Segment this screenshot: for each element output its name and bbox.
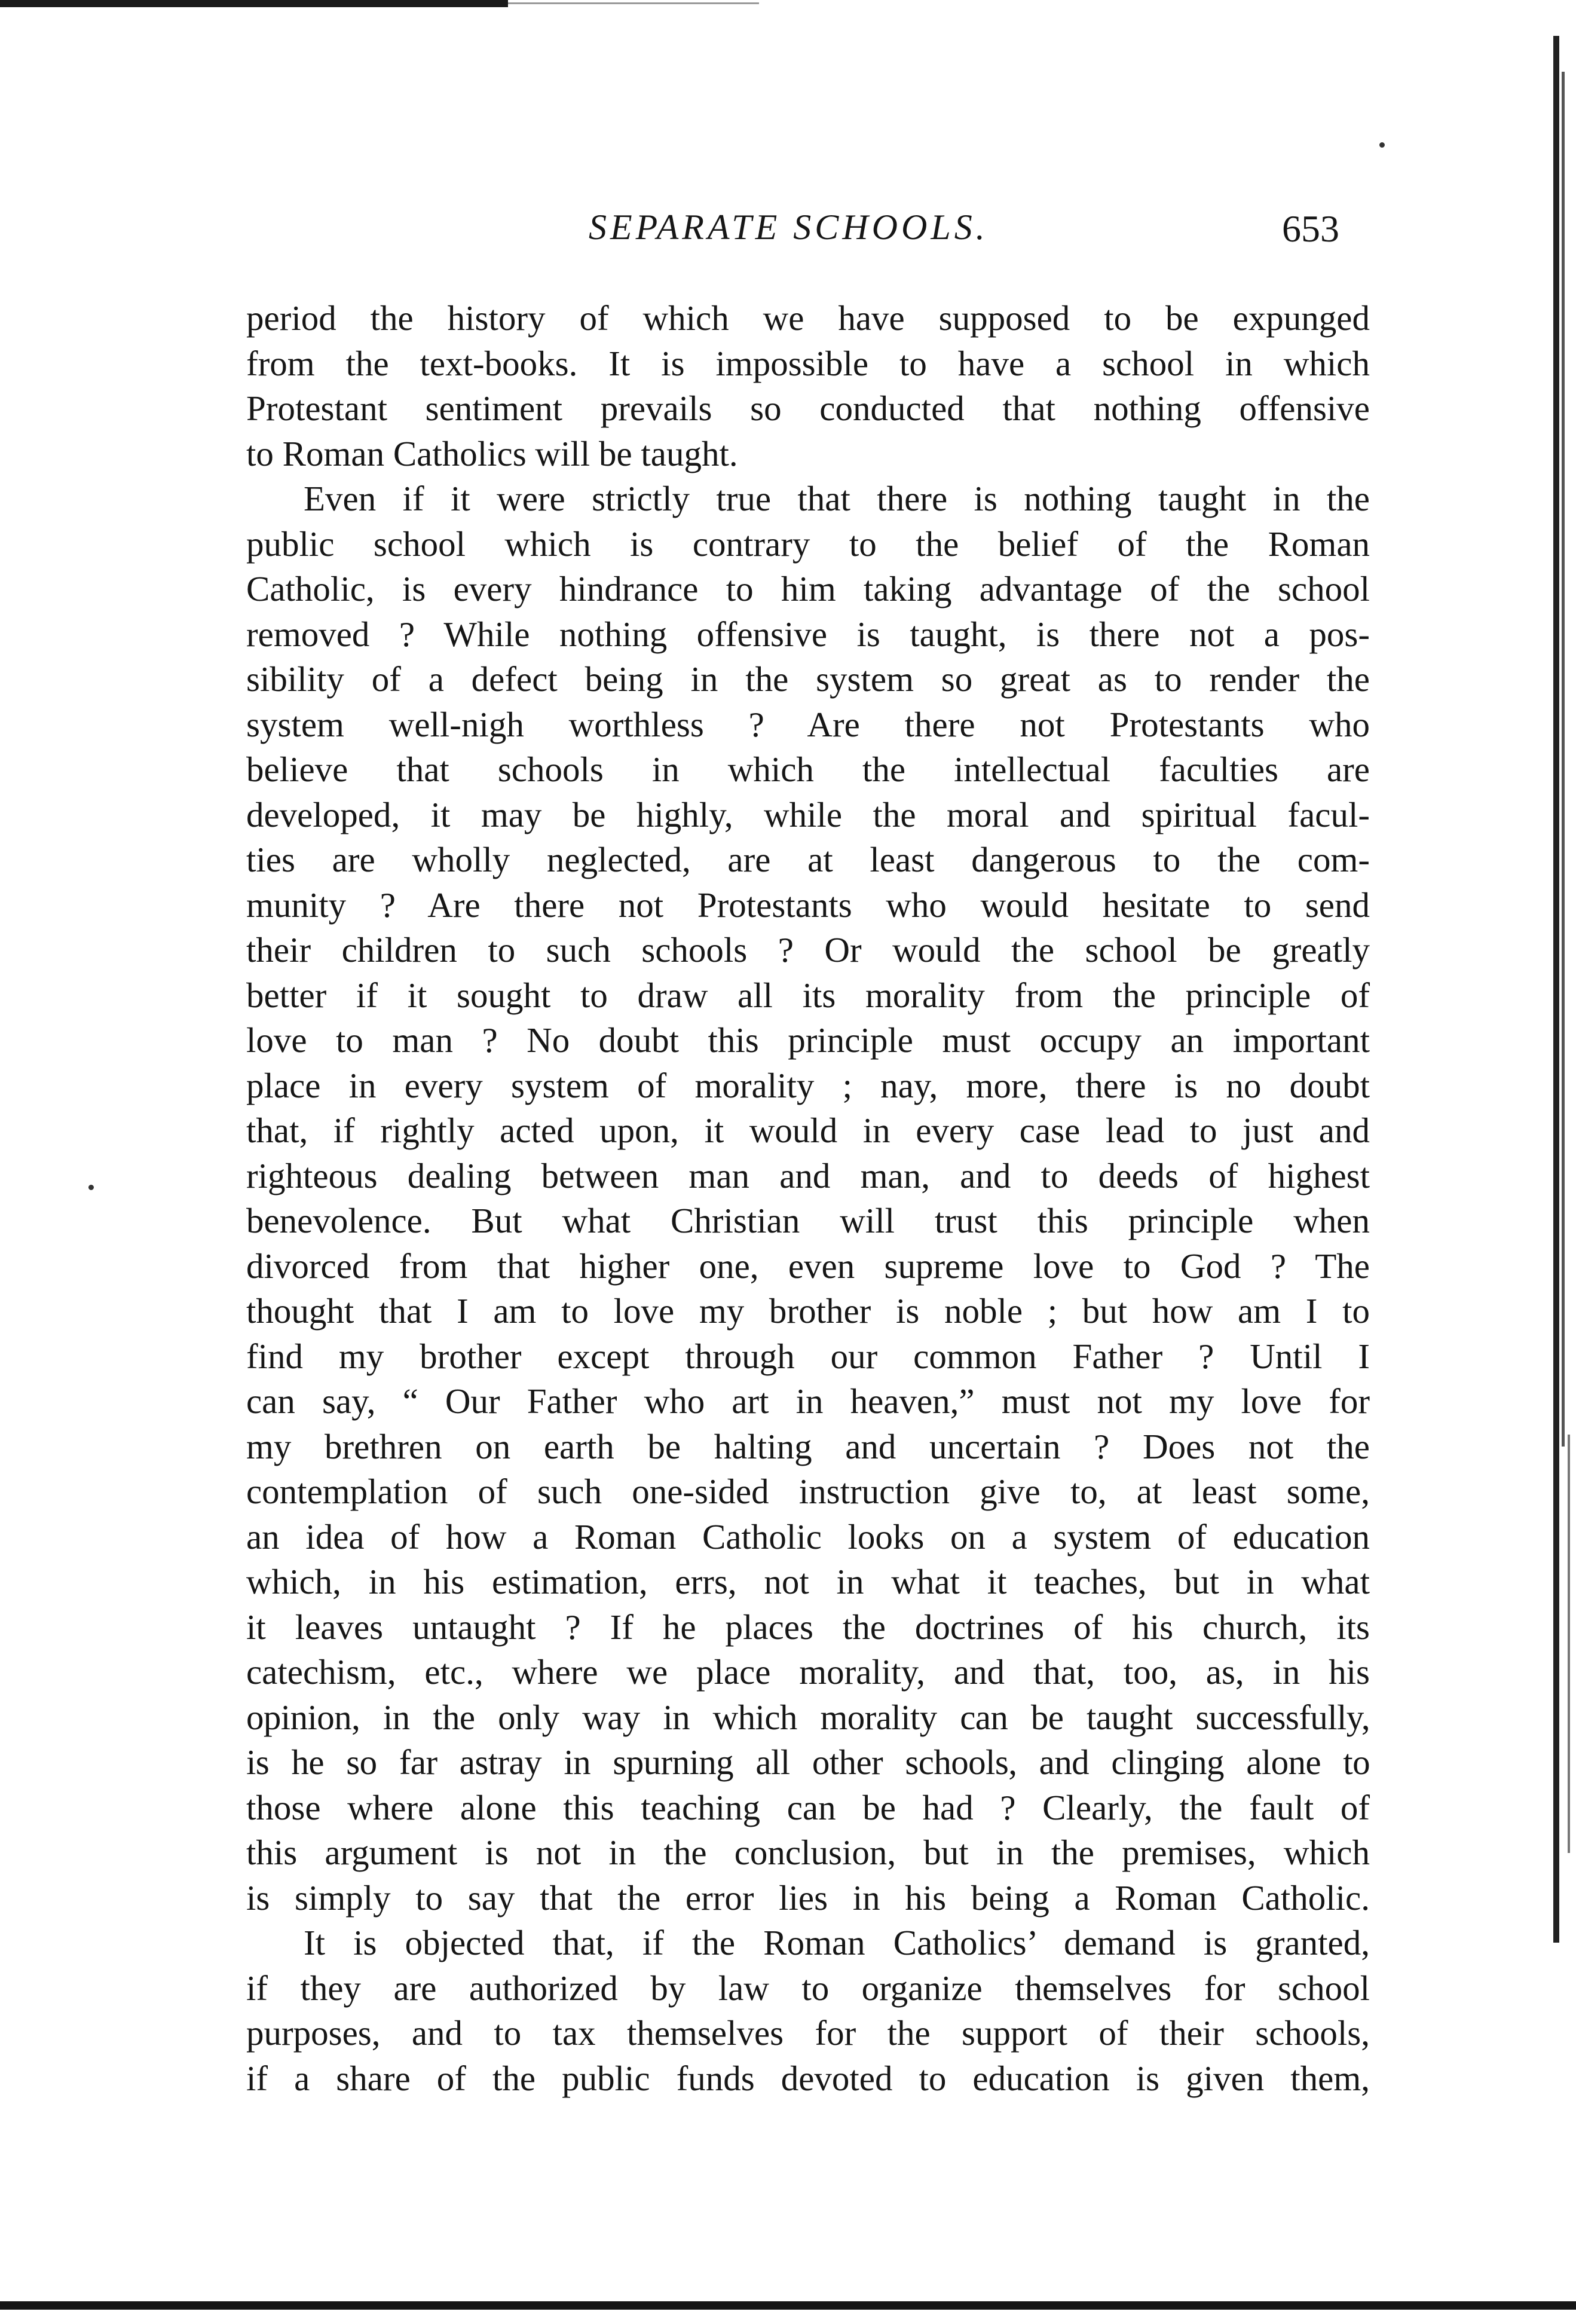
text-line: this argument is not in the conclusion, but in the premises, which — [246, 1833, 1370, 1872]
text-line: public school which is contrary to the belief of the Roman — [246, 524, 1370, 564]
running-head: SEPARATE SCHOOLS. — [589, 207, 989, 247]
text-line: opinion, in the only way in which morality can be taught successfully, — [246, 1697, 1370, 1737]
text-line: that, if rightly acted upon, it would in every case lead to just and — [246, 1111, 1370, 1150]
text-line: find my brother except through our common Father ? Until I — [246, 1336, 1370, 1376]
scan-top-border — [0, 0, 508, 7]
page-edge-shadow-lower — [1568, 1435, 1570, 1853]
text-line: contemplation of such one-sided instruction give to, at least some, — [246, 1472, 1370, 1511]
scan-speck — [1379, 142, 1385, 148]
text-line: an idea of how a Roman Catholic looks on a system of education — [246, 1516, 1370, 1557]
text-line: benevolence. But what Christian will trust this principle when — [246, 1201, 1370, 1240]
text-line: purposes, and to tax themselves for the support of their schools, — [246, 2013, 1370, 2053]
text-line: from the text-books. It is impossible to have a school in which — [246, 343, 1370, 383]
text-line: it leaves untaught ? If he places the doctrines of his church, its — [246, 1607, 1370, 1647]
text-line: sibility of a defect being in the system so great as to render the — [246, 659, 1370, 699]
text-line: is he so far astray in spurning all other schools, and clinging alone to — [246, 1742, 1370, 1782]
page-number: 653 — [1282, 207, 1339, 250]
text-line: divorced from that higher one, even supreme love to God ? The — [246, 1246, 1370, 1286]
paragraph-start-line: Even if it were strictly true that there is nothing taught in the — [304, 479, 1370, 518]
text-line: can say, “ Our Father who art in heaven,” must not my love for — [246, 1381, 1370, 1421]
text-line: their children to such schools ? Or would the school be greatly — [246, 930, 1370, 970]
text-line: removed ? While nothing offensive is taught, is there not a pos- — [246, 614, 1370, 654]
scan-speck — [88, 1185, 94, 1190]
text-line: system well-nigh worthless ? Are there not Protestants who — [246, 704, 1370, 744]
text-line: period the history of which we have supposed to be expunged — [246, 298, 1370, 338]
text-line: if they are authorized by law to organize themselves for school — [246, 1968, 1370, 2008]
text-line: place in every system of morality ; nay, more, there is no doubt — [246, 1065, 1370, 1105]
text-line: those where alone this teaching can be had ? Clearly, the fault of — [246, 1787, 1370, 1827]
text-line: which, in his estimation, errs, not in what it teaches, but in what — [246, 1562, 1370, 1601]
scan-top-border-faint — [508, 2, 759, 4]
page-edge-shadow-faint — [1562, 72, 1565, 1447]
text-line: ties are wholly neglected, are at least dangerous to the com- — [246, 840, 1370, 879]
text-line: catechism, etc., where we place morality, and that, too, as, in his — [246, 1652, 1370, 1692]
text-line: my brethren on earth be halting and uncertain ? Does not the — [246, 1426, 1370, 1466]
page-edge-shadow — [1553, 36, 1559, 1943]
text-line: love to man ? No doubt this principle must occupy an important — [246, 1020, 1370, 1060]
text-line: better if it sought to draw all its morality from the principle of — [246, 975, 1370, 1015]
paragraph-start-line: It is objected that, if the Roman Catholics’ demand is granted, — [304, 1923, 1370, 1962]
scan-bottom-border — [0, 2301, 1576, 2310]
text-line: to Roman Catholics will be taught. — [246, 433, 738, 473]
scan-right-edge — [1544, 0, 1576, 2301]
text-line: righteous dealing between man and man, and to deeds of highest — [246, 1155, 1370, 1195]
text-line: if a share of the public funds devoted to education is given them, — [246, 2058, 1370, 2098]
text-line: Protestant sentiment prevails so conducted that nothing offensive — [246, 389, 1370, 428]
text-line: is simply to say that the error lies in his being a Roman Catholic. — [246, 1877, 1370, 1918]
text-line: developed, it may be highly, while the moral and spiritual facul- — [246, 794, 1370, 834]
text-line: Catholic, is every hindrance to him taking advantage of the school — [246, 569, 1370, 608]
text-line: munity ? Are there not Protestants who would hesitate to send — [246, 885, 1370, 925]
text-line: believe that schools in which the intellectual faculties are — [246, 750, 1370, 789]
text-line: thought that I am to love my brother is noble ; but how am I to — [246, 1291, 1370, 1331]
body-text — [246, 296, 1370, 2101]
